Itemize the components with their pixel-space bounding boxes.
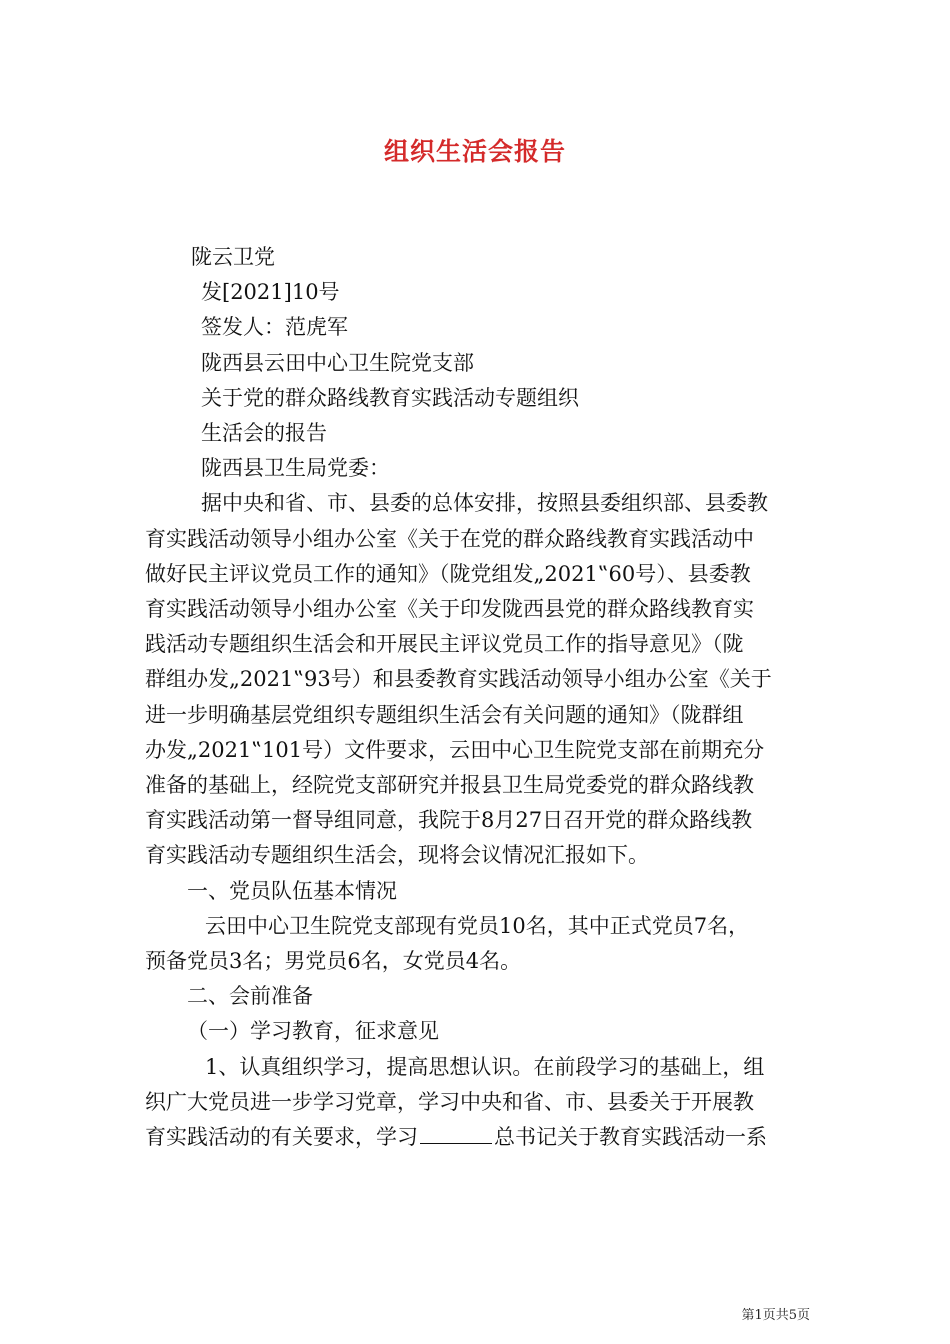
header-line: 生活会的报告 [201,421,327,446]
document-title: 组织生活会报告 [383,137,566,166]
subsection-heading: （一）学习教育，征求意见 [187,1019,439,1044]
paragraph-line: 育实践活动领导小组办公室《关于在党的群众路线教育实践活动中 [145,526,754,551]
header-line: 陇云卫党 [191,245,275,269]
paragraph-line: 准备的基础上，经院党支部研究并报县卫生局党委党的群众路线教 [145,773,754,798]
text-before-blank: 育实践活动的有关要求，学习 [145,1125,418,1150]
paragraph-line: 育实践活动专题组织生活会，现将会议情况汇报如下。 [145,843,649,868]
paragraph-line: 育实践活动第一督导组同意，我院于8月27日召开党的群众路线教 [145,808,753,833]
header-line: 关于党的群众路线教育实践活动专题组织 [201,385,579,410]
paragraph-line: 育实践活动领导小组办公室《关于印发陇西县党的群众路线教育实 [145,597,754,622]
header-line: 陇西县云田中心卫生院党支部 [201,350,474,375]
blank-underline [420,1122,492,1144]
header-line: 签发人：范虎军 [201,315,348,340]
paragraph-line: 做好民主评议党员工作的通知》（陇党组发„2021‟60号）、县委教 [145,561,751,586]
paragraph-line-with-blank [145,1120,813,1155]
paragraph-line: 办发„2021‟101号）文件要求，云田中心卫生院党支部在前期充分 [145,737,765,762]
paragraph-line: 群组办发„2021‟93号）和县委教育实践活动领导小组办公室《关于 [145,667,772,692]
header-line: 发[2021]10号 [201,280,340,305]
paragraph-line: 预备党员3名；男党员6名，女党员4名。 [145,949,522,974]
section-heading: 二、会前准备 [187,984,313,1009]
document-body [145,240,813,1155]
paragraph-line: 云田中心卫生院党支部现有党员10名，其中正式党员7名， [205,913,750,938]
paragraph-line: 1、认真组织学习，提高思想认识。在前段学习的基础上，组 [205,1054,765,1079]
paragraph-line: 进一步明确基层党组织专题组织生活会有关问题的通知》（陇群组 [145,702,744,727]
text-after-blank: 总书记关于教育实践活动一系 [494,1125,767,1150]
paragraph-line: 践活动专题组织生活会和开展民主评议党员工作的指导意见》（陇 [145,632,744,657]
paragraph-line: 据中央和省、市、县委的总体安排，按照县委组织部、县委教 [201,491,768,516]
header-line: 陇西县卫生局党委： [201,456,390,481]
paragraph-line: 织广大党员进一步学习党章，学习中央和省、市、县委关于开展教 [145,1089,754,1114]
page-number: 第1页共5页 [741,1308,810,1323]
section-heading: 一、党员队伍基本情况 [187,878,397,903]
